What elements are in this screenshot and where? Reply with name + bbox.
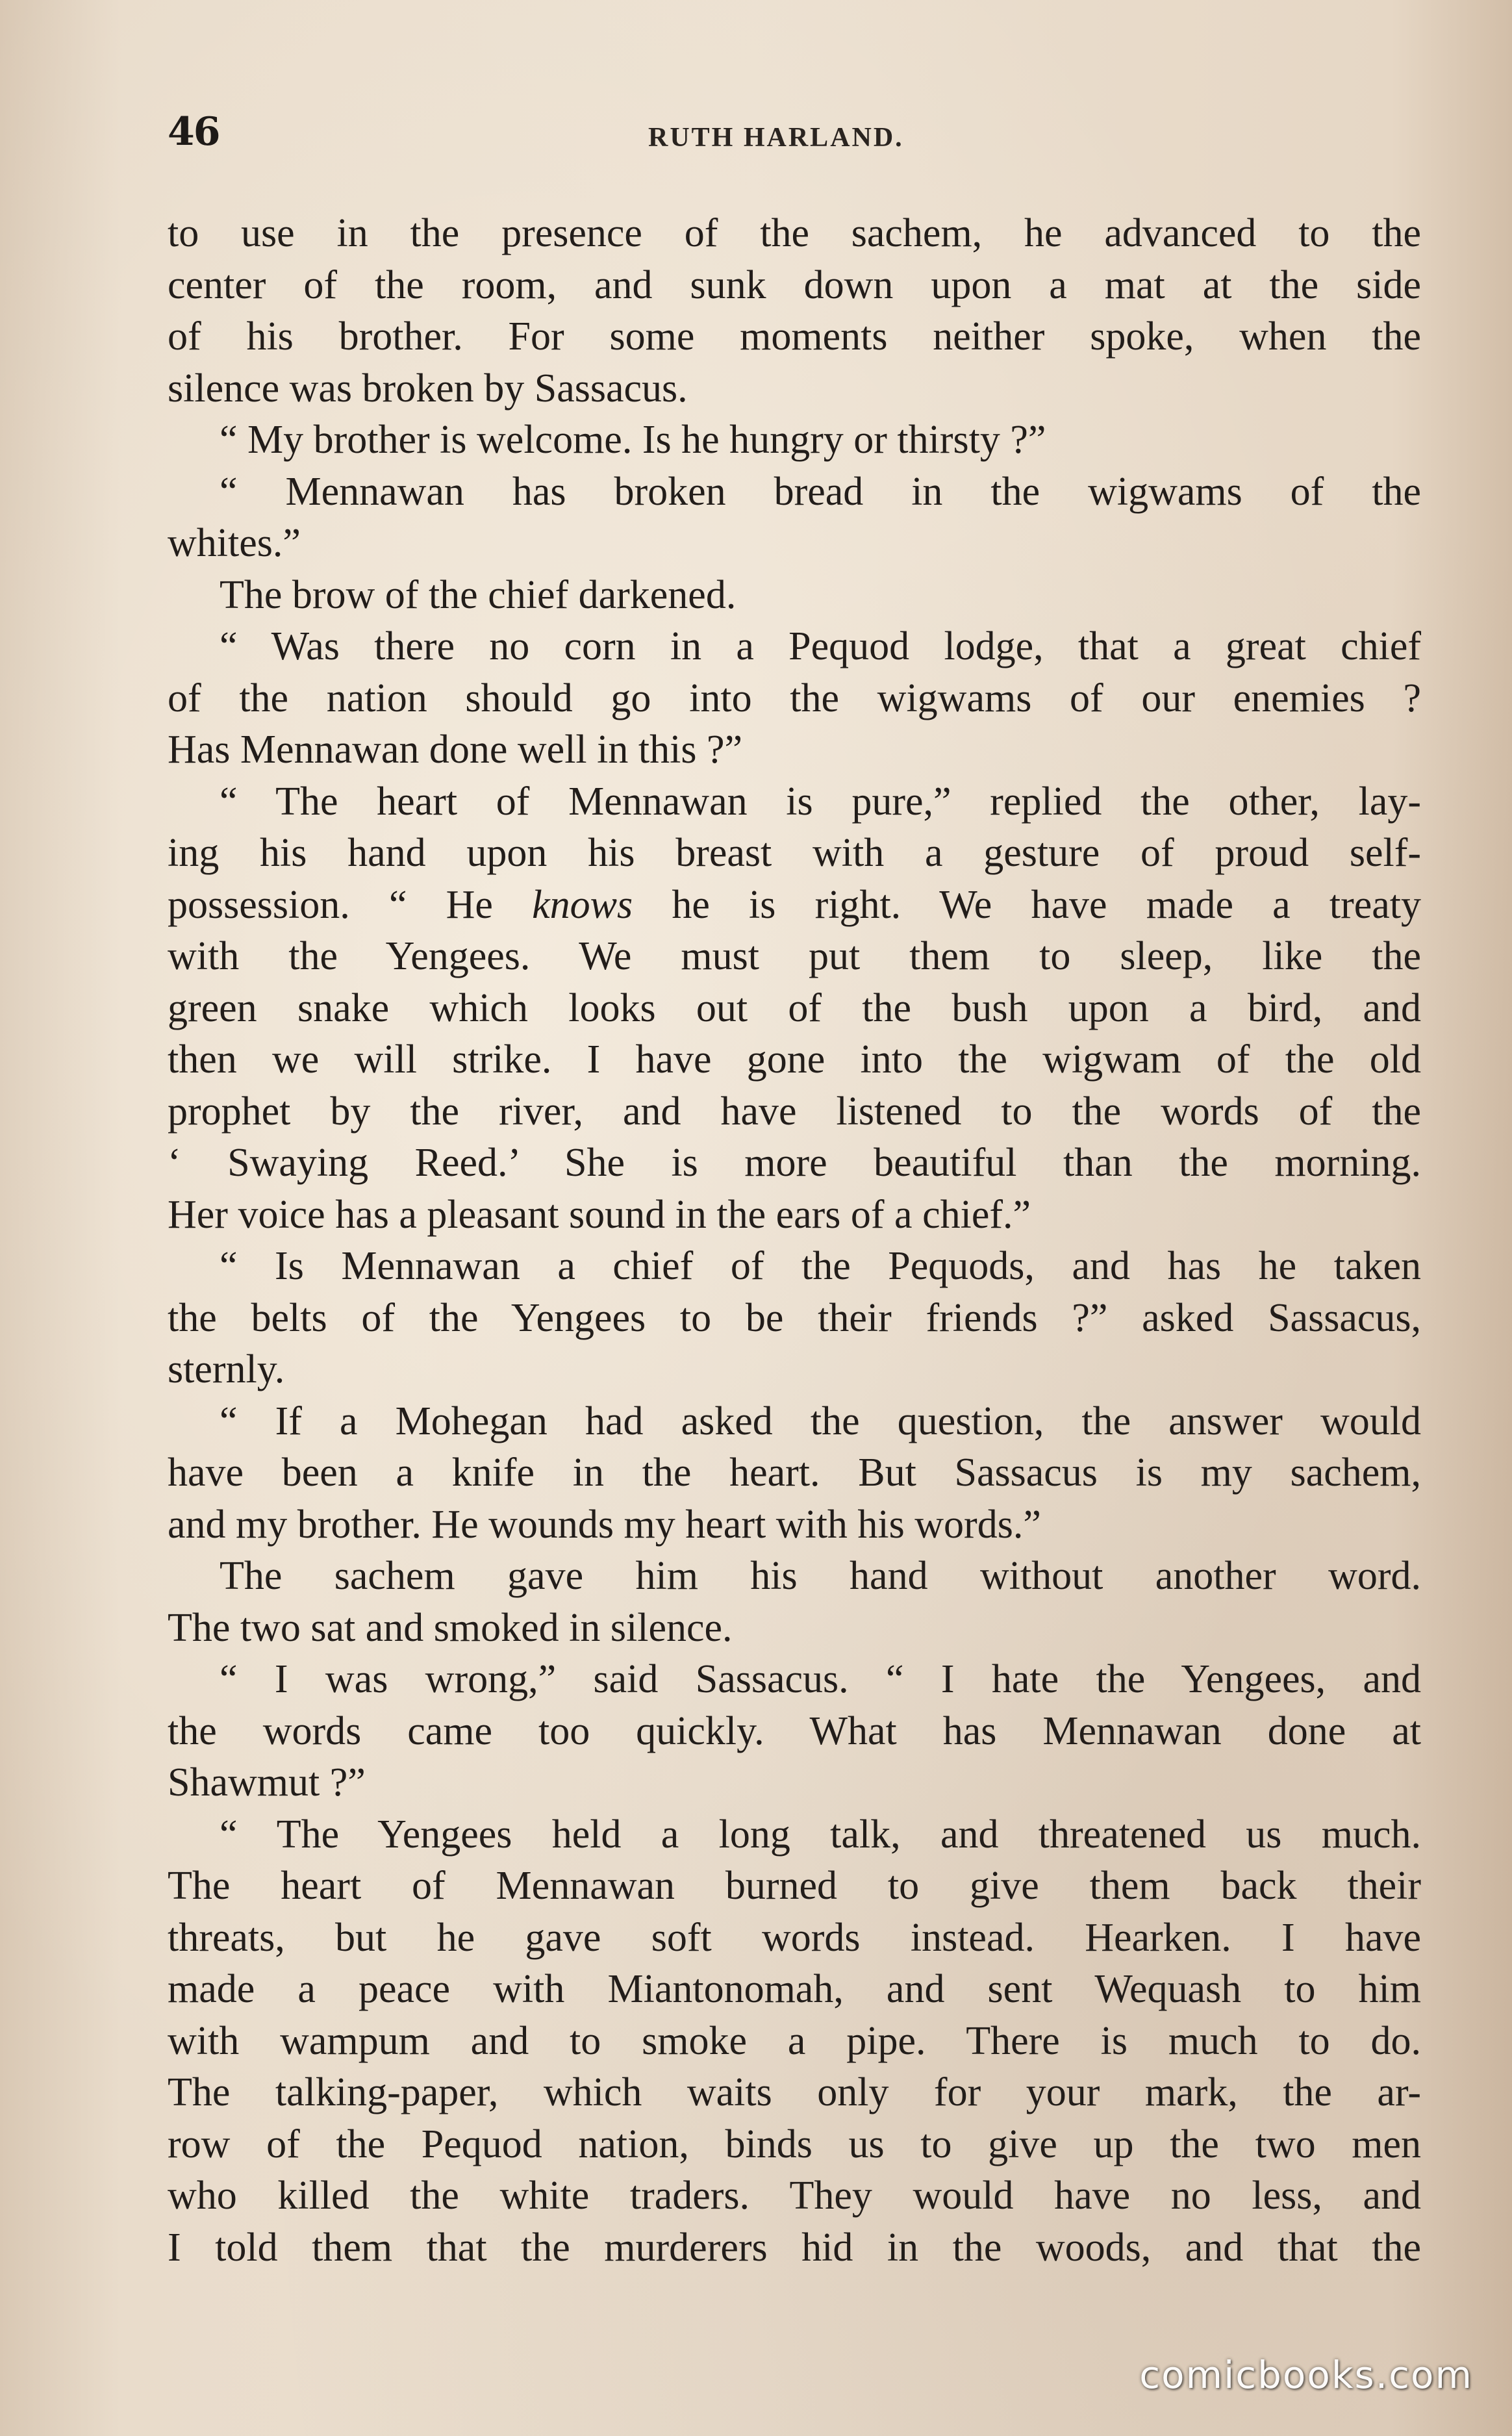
text-line: then we will strike. I have gone into the wigwam of the old [168,1037,1421,1082]
text-line: “ Is Mennawan a chief of the Pequods, and has he taken [220,1244,1421,1288]
emphasis: knows [532,882,633,927]
text-line: The talking-paper, which waits only for your mark, the ar- [168,2070,1421,2114]
text-line: “ Mennawan has broken bread in the wigwams of the [220,469,1421,514]
text-line: who killed the white traders. They would have no less, and [168,2174,1421,2218]
text-line: have been a knife in the heart. But Sassacus is my sachem, [168,1451,1421,1495]
text-line: prophet by the river, and have listened to the words of the [168,1089,1421,1134]
text-line: green snake which looks out of the bush upon a bird, and [168,985,1421,1030]
page-number: 46 [168,109,220,155]
body-text [168,208,1421,2274]
text-line: with wampum and to smoke a pipe. There is much to do. [168,2018,1421,2063]
running-head: RUTH HARLAND. [648,123,904,153]
text-line: ‘ Swaying Reed.’ She is more beautiful than the morning. [168,1141,1421,1185]
text-line: whites.” [168,521,301,565]
text-line: “ The heart of Mennawan is pure,” replied the other, lay- [220,779,1421,824]
text-line: The heart of Mennawan burned to give them back their [168,1864,1421,1908]
text-line: The sachem gave him his hand without another word. [220,1554,1421,1598]
text-line: ing his hand upon his breast with a gesture of proud self- [168,831,1421,875]
text-line: made a peace with Miantonomah, and sent Wequash to him [168,1967,1421,2011]
text-line: “ Was there no corn in a Pequod lodge, that a great chief [220,624,1421,668]
text-line: Has Mennawan done well in this ?” [168,728,742,772]
page-header [168,109,1421,168]
text-line: threats, but he gave soft words instead. Hearken. I have [168,1915,1421,1960]
text-line: of the nation should go into the wigwams of our enemies ? [168,676,1421,720]
text-line: “ I was wrong,” said Sassacus. “ I hate the Yengees, and [220,1657,1421,1701]
site-watermark: comicbooks.com [1139,2353,1473,2397]
text-line: and my brother. He wounds my heart with his words.” [168,1502,1041,1547]
text-line: “ My brother is welcome. Is he hungry or thirsty ?” [220,418,1046,462]
text-line: “ The Yengees held a long talk, and threatened us much. [220,1812,1421,1857]
text-line: silence was broken by Sassacus. [168,366,688,411]
text-line: I told them that the murderers hid in the woods, and that the [168,2225,1421,2270]
text-line: with the Yengees. We must put them to sleep, like the [168,934,1421,978]
text-line: the words came too quickly. What has Mennawan done at [168,1708,1421,1753]
text-line: The brow of the chief darkened. [220,572,737,617]
text-line: sternly. [168,1347,285,1391]
text-line: to use in the presence of the sachem, he advanced to the [168,211,1421,255]
text-line: row of the Pequod nation, binds us to give up the two men [168,2122,1421,2166]
text-line: the belts of the Yengees to be their friends ?” asked Sassacus, [168,1295,1421,1340]
text-line: possession. “ He knows he is right. We have made a treaty [168,882,1422,927]
text-line: center of the room, and sunk down upon a mat at the side [168,262,1421,307]
text-line: Her voice has a pleasant sound in the ears of a chief.” [168,1192,1031,1237]
text-line: The two sat and smoked in silence. [168,1605,733,1650]
text-line: “ If a Mohegan had asked the question, the answer would [220,1399,1421,1443]
text-line: of his brother. For some moments neither spoke, when the [168,314,1421,359]
text-line: Shawmut ?” [168,1760,366,1805]
